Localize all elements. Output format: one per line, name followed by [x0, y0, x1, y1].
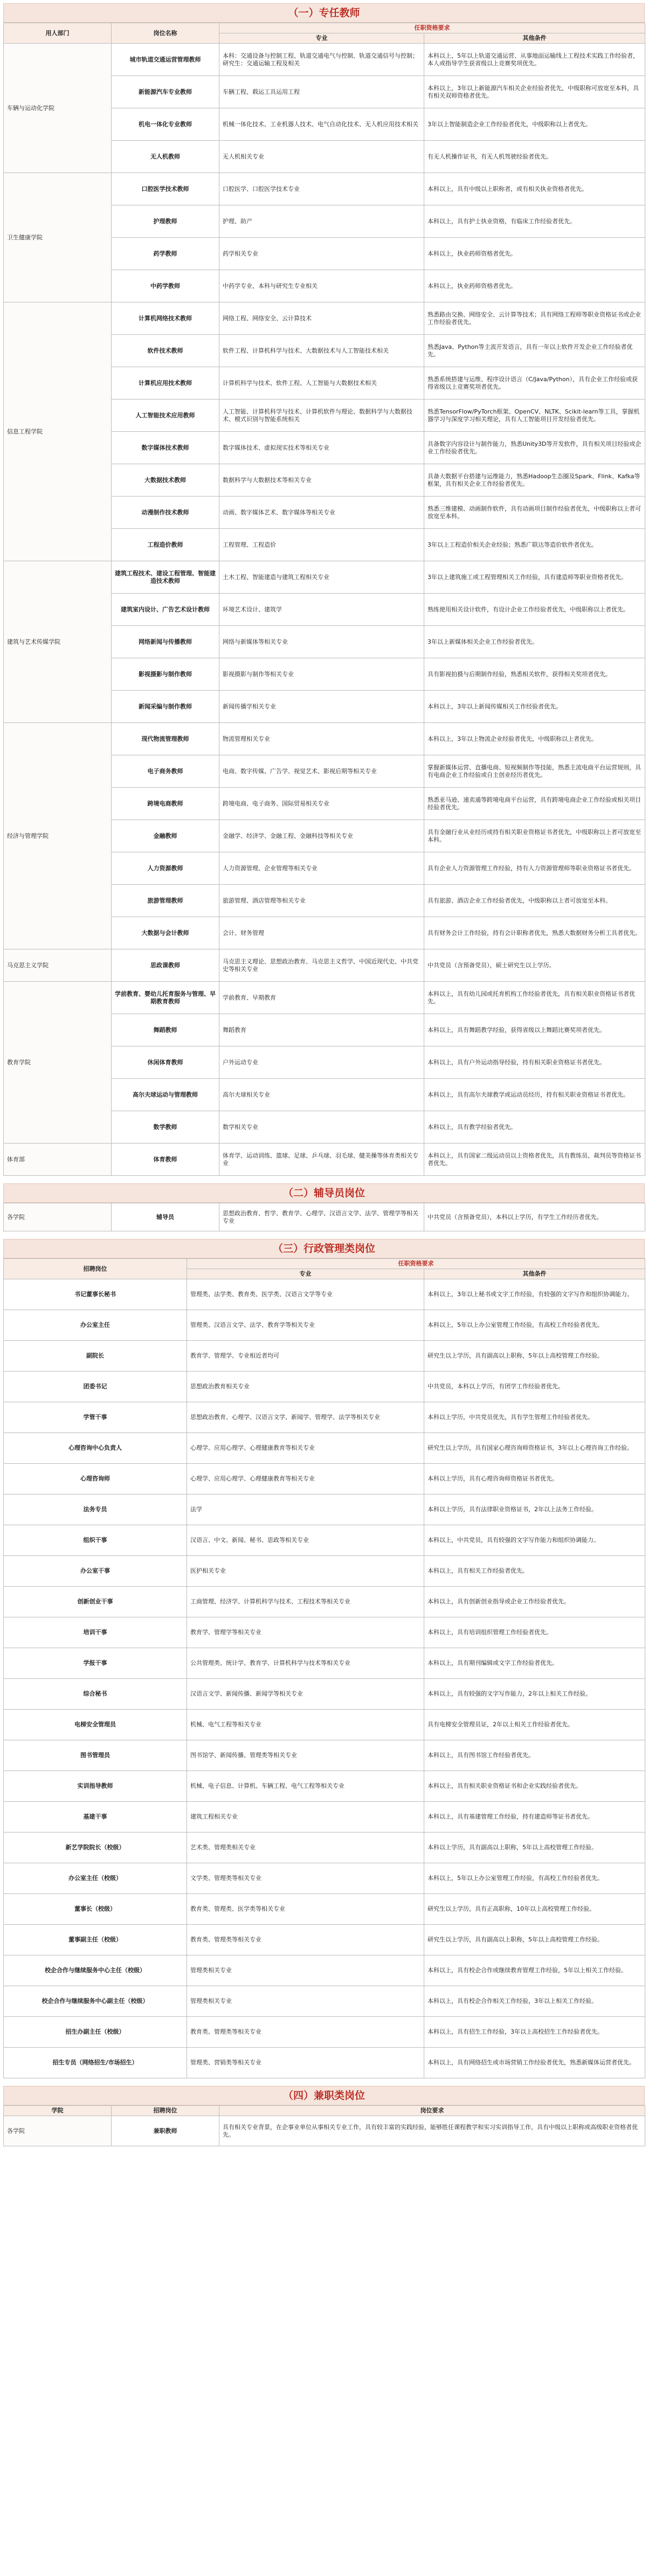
condition-cell: 熟悉路由交换、网络安全、云计算等技术；具有网络工程师等职业资格证书或企业工作经验者优先。 — [424, 302, 645, 335]
section-title-counselor: （二）辅导员岗位 — [3, 1183, 645, 1203]
major-cell: 中药学专业、本科与研究生专业相关 — [219, 270, 424, 302]
major-cell: 数学相关专业 — [219, 1111, 424, 1144]
condition-cell: 本科以上，具有教学经验者优先。 — [424, 1111, 645, 1144]
major-cell: 电商、数字传媒、广告学、视觉艺术、影视后期等相关专业 — [219, 755, 424, 788]
position-cell: 书记董事长秘书 — [4, 1279, 187, 1310]
major-cell: 土木工程、智能建造与建筑工程相关专业 — [219, 561, 424, 594]
major-cell: 艺术类、管理类相关专业 — [187, 1833, 424, 1863]
requirement-cell: 具有相关专业背景，在企事业单位从事相关专业工作，具有较丰富的实践经验，能够胜任课程教学和实习实训指导工作，具有中级以上职称或高级职业资格者优先。 — [219, 2116, 645, 2146]
major-cell: 车辆工程、载运工具运用工程 — [219, 76, 424, 108]
major-cell: 管理类相关专业 — [187, 1986, 424, 2017]
position-cell: 机电一体化专业教师 — [112, 108, 219, 141]
position-cell: 董事副主任（校级） — [4, 1925, 187, 1955]
major-cell: 学前教育、早期教育 — [219, 982, 424, 1014]
major-cell: 网络与新媒体等相关专业 — [219, 626, 424, 658]
major-cell: 教育类、管理类等相关专业 — [187, 1925, 424, 1955]
condition-cell: 本科以上，具有期刊编辑或文字工作经验者优先。 — [424, 1648, 645, 1679]
position-cell: 建筑工程技术、建设工程管理、智能建造技术教师 — [112, 561, 219, 594]
position-cell: 工程造价教师 — [112, 529, 219, 561]
major-cell: 汉语言、中文、新闻、秘书、思政等相关专业 — [187, 1525, 424, 1556]
position-cell: 招生专员（网络招生/市场招生） — [4, 2048, 187, 2078]
major-cell: 旅游管理、酒店管理等相关专业 — [219, 885, 424, 917]
position-cell: 办公室主任 — [4, 1310, 187, 1341]
position-cell: 城市轨道交通运营管理教师 — [112, 44, 219, 76]
position-cell: 学管干事 — [4, 1402, 187, 1433]
condition-cell: 具备大数据平台搭建与运维能力，熟悉Hadoop生态圈及Spark、Flink、Kafka等框架，具有相关企业工作经验者优先。 — [424, 464, 645, 497]
position-cell: 休闲体育教师 — [112, 1046, 219, 1079]
condition-cell: 3年以上工程造价相关企业经验；熟悉广联达等造价软件者优先。 — [424, 529, 645, 561]
dept-cell: 各学院 — [4, 1203, 112, 1231]
section-title-faculty: （一）专任教师 — [3, 3, 645, 23]
position-cell: 人工智能技术应用教师 — [112, 400, 219, 432]
major-cell: 心理学、应用心理学、心理健康教育等相关专业 — [187, 1464, 424, 1494]
major-cell: 数据科学与大数据技术等相关专业 — [219, 464, 424, 497]
table-row — [4, 1833, 645, 1863]
table-row — [4, 1341, 645, 1372]
condition-cell: 有无人机操作证书，有无人机驾驶经验者优先。 — [424, 141, 645, 173]
position-cell: 新能源汽车专业教师 — [112, 76, 219, 108]
table-row — [4, 1679, 645, 1710]
position-cell: 人力资源教师 — [112, 852, 219, 885]
major-cell: 新闻传播学相关专业 — [219, 691, 424, 723]
position-cell: 组织干事 — [4, 1525, 187, 1556]
position-cell: 办公室主任（校级） — [4, 1863, 187, 1894]
table-row — [4, 1310, 645, 1341]
position-cell: 校企合作与继续服务中心主任（校级） — [4, 1955, 187, 1986]
major-cell: 物流管理相关专业 — [219, 723, 424, 755]
major-cell: 教育学、管理学等相关专业 — [187, 1617, 424, 1648]
table-row — [4, 1740, 645, 1771]
condition-cell: 本科以上，中共党员，具有较强的文字写作能力和组织协调能力。 — [424, 1525, 645, 1556]
condition-cell: 本科以上，具有校企合作相关工作经验，3年以上相关工作经验。 — [424, 1986, 645, 2017]
position-cell: 动漫制作技术教师 — [112, 497, 219, 529]
position-cell: 大数据与会计教师 — [112, 917, 219, 949]
condition-cell: 中共党员（含预备党员），硕士研究生以上学历。 — [424, 949, 645, 982]
position-cell: 护理教师 — [112, 205, 219, 238]
counselor-table — [3, 1203, 645, 1231]
major-cell: 无人机相关专业 — [219, 141, 424, 173]
condition-cell: 熟悉Java、Python等主流开发语言，具有一年以上软件开发企业工作经验者优先。 — [424, 335, 645, 367]
parttime-table — [3, 2105, 645, 2146]
position-cell: 舞蹈教师 — [112, 1014, 219, 1046]
major-cell: 人工智能、计算机科学与技术、计算机软件与理论、数据科学与大数据技术、模式识别与智能系统相关 — [219, 400, 424, 432]
condition-cell: 具有电梯安全管理员证，2年以上相关工作经验者优先。 — [424, 1710, 645, 1740]
table-row — [4, 1986, 645, 2017]
major-cell: 文学类、管理类等相关专业 — [187, 1863, 424, 1894]
condition-cell: 熟悉TensorFlow/PyTorch框架、OpenCV、NLTK、Scikit-learn等工具，掌握机器学习与深度学习相关理论，具有人工智能项目开发经验者优先。 — [424, 400, 645, 432]
condition-cell: 本科以上，具有国家二级运动员以上资格者优先，具有教练员、裁判员等资格证书者优先。 — [424, 1144, 645, 1176]
position-cell: 校企合作与继续服务中心副主任（校级） — [4, 1986, 187, 2017]
dept-cell: 卫生健康学院 — [4, 173, 112, 302]
table-row — [4, 949, 645, 982]
table-row — [4, 561, 645, 594]
major-cell: 高尔夫球相关专业 — [219, 1079, 424, 1111]
position-cell: 基建干事 — [4, 1802, 187, 1833]
position-cell: 电子商务教师 — [112, 755, 219, 788]
condition-cell: 研究生以上学历，具有副高以上职称，5年以上高校管理工作经验。 — [424, 1341, 645, 1372]
header-pos: 岗位名称 — [112, 23, 219, 44]
major-cell: 思想政治教育、心理学、汉语言文学、新闻学、管理学、法学等相关专业 — [187, 1402, 424, 1433]
condition-cell: 具有金融行业从业经历或持有相关职业资格证书者优先，中级职称以上者可放宽至本科。 — [424, 820, 645, 852]
table-row — [4, 302, 645, 335]
header-dept: 学院 — [4, 2106, 112, 2116]
position-cell: 兼职教师 — [112, 2116, 219, 2146]
major-cell: 教育类、管理类、医学类等相关专业 — [187, 1894, 424, 1925]
header-major: 专业 — [219, 33, 424, 44]
condition-cell: 3年以上新媒体相关企业工作经验者优先。 — [424, 626, 645, 658]
table-row — [4, 1710, 645, 1740]
table-row — [4, 1925, 645, 1955]
major-cell: 汉语言文学、新闻传播、新闻学等相关专业 — [187, 1679, 424, 1710]
table-row — [4, 1617, 645, 1648]
condition-cell: 熟练使用相关设计软件，有设计企业工作经验者优先，中级职称以上者优先。 — [424, 594, 645, 626]
position-cell: 创新创业干事 — [4, 1587, 187, 1617]
condition-cell: 本科以上学历，具有法律职业资格证书，2年以上法务工作经验。 — [424, 1494, 645, 1525]
position-cell: 图书管理员 — [4, 1740, 187, 1771]
condition-cell: 本科以上，执业药师资格者优先。 — [424, 270, 645, 302]
major-cell: 建筑工程相关专业 — [187, 1802, 424, 1833]
major-cell: 管理类、汉语言文学、法学、教育学等相关专业 — [187, 1310, 424, 1341]
position-cell: 影视摄影与制作教师 — [112, 658, 219, 691]
condition-cell: 本科以上，具有中级以上职称者，或有相关执业资格者优先。 — [424, 173, 645, 205]
header-other: 其他条件 — [424, 1269, 645, 1279]
table-row — [4, 1955, 645, 1986]
condition-cell: 具备数字内容设计与制作能力，熟悉Unity3D等开发软件，具有相关项目经验或企业工作经验者优先。 — [424, 432, 645, 464]
position-cell: 法务专员 — [4, 1494, 187, 1525]
condition-cell: 本科以上，具有相关工作经验者优先。 — [424, 1556, 645, 1587]
condition-cell: 本科以上，具有招生工作经验，3年以上高校招生工作经验者优先。 — [424, 2017, 645, 2048]
position-cell: 新闻采编与制作教师 — [112, 691, 219, 723]
major-cell: 管理类、营销类等相关专业 — [187, 2048, 424, 2078]
header-other: 其他条件 — [424, 33, 645, 44]
condition-cell: 具有旅游、酒店企业工作经验者优先，中级职称以上者可放宽至本科。 — [424, 885, 645, 917]
major-cell: 法学 — [187, 1494, 424, 1525]
position-cell: 药学教师 — [112, 238, 219, 270]
table-row — [4, 1863, 645, 1894]
header-major: 专业 — [187, 1269, 424, 1279]
table-row — [4, 1494, 645, 1525]
major-cell: 管理类相关专业 — [187, 1955, 424, 1986]
table-row — [4, 2017, 645, 2048]
major-cell: 会计、财务管理 — [219, 917, 424, 949]
position-cell: 心理咨询中心负责人 — [4, 1433, 187, 1464]
position-cell: 无人机教师 — [112, 141, 219, 173]
major-cell: 医护相关专业 — [187, 1556, 424, 1587]
table-row — [4, 1372, 645, 1402]
major-cell: 机械、电子信息、计算机、车辆工程、电气工程等相关专业 — [187, 1771, 424, 1802]
condition-cell: 本科以上，5年以上办公室管理工作经验，有高校工作经验者优先。 — [424, 1310, 645, 1341]
major-cell: 思想政治教育相关专业 — [187, 1372, 424, 1402]
position-cell: 建筑室内设计、广告艺术设计教师 — [112, 594, 219, 626]
condition-cell: 本科以上，具有校企合作或继续教育管理工作经验，5年以上相关工作经验。 — [424, 1955, 645, 1986]
table-row — [4, 1771, 645, 1802]
header-requirements: 任职资格要求 — [187, 1259, 645, 1269]
table-row — [4, 1802, 645, 1833]
condition-cell: 本科以上，3年以上物流企业经验者优先，中级职称以上者优先。 — [424, 723, 645, 755]
dept-cell: 信息工程学院 — [4, 302, 112, 561]
condition-cell: 本科以上，执业药师资格者优先。 — [424, 238, 645, 270]
header-requirements: 任职资格要求 — [219, 23, 645, 33]
position-cell: 数学教师 — [112, 1111, 219, 1144]
major-cell: 环境艺术设计、建筑学 — [219, 594, 424, 626]
position-cell: 现代物流管理教师 — [112, 723, 219, 755]
position-cell: 网络新闻与传播教师 — [112, 626, 219, 658]
major-cell: 公共管理类、统计学、教育学、计算机科学与技术等相关专业 — [187, 1648, 424, 1679]
table-row — [4, 173, 645, 205]
header-requirements: 岗位要求 — [219, 2106, 645, 2116]
condition-cell: 3年以上智能制造企业工作经验者优先，中级职称以上者优先。 — [424, 108, 645, 141]
condition-cell: 本科以上，5年以上轨道交通运营、从事地面运输线上工程技术实践工作经验者，本人或指导学生获省级以上竞赛奖项优先。 — [424, 44, 645, 76]
position-cell: 数字媒体技术教师 — [112, 432, 219, 464]
admin-table — [3, 1258, 645, 2078]
major-cell: 人力资源管理、企业管理等相关专业 — [219, 852, 424, 885]
position-cell: 思政课教师 — [112, 949, 219, 982]
condition-cell: 本科以上学历，具有心理咨询师资格证书者优先。 — [424, 1464, 645, 1494]
dept-cell: 马克思主义学院 — [4, 949, 112, 982]
condition-cell: 本科以上，具有培训组织管理工作经验者优先。 — [424, 1617, 645, 1648]
section-title-admin: （三）行政管理类岗位 — [3, 1239, 645, 1258]
position-cell: 大数据技术教师 — [112, 464, 219, 497]
condition-cell: 本科以上，具有图书馆工作经验者优先。 — [424, 1740, 645, 1771]
header-pos: 招聘岗位 — [112, 2106, 219, 2116]
position-cell: 中药学教师 — [112, 270, 219, 302]
condition-cell: 本科以上，具有相关职业资格证书和企业实践经验者优先。 — [424, 1771, 645, 1802]
position-cell: 高尔夫球运动与管理教师 — [112, 1079, 219, 1111]
major-cell: 思想政治教育、哲学、教育学、心理学、汉语言文学、法学、管理学等相关专业 — [219, 1203, 424, 1231]
header-pos: 招聘岗位 — [4, 1259, 187, 1279]
condition-cell: 本科以上，具有网络招生或市场营销工作经验者优先，熟悉新媒体运营者优先。 — [424, 2048, 645, 2078]
position-cell: 软件技术教师 — [112, 335, 219, 367]
condition-cell: 本科以上，3年以上新闻传媒相关工作经验者优先。 — [424, 691, 645, 723]
major-cell: 图书馆学、新闻传播、管理类等相关专业 — [187, 1740, 424, 1771]
major-cell: 本科：交通设备与控制工程、轨道交通电气与控制、轨道交通信号与控制；研究生：交通运输工程及相关 — [219, 44, 424, 76]
major-cell: 工商管理、经济学、计算机科学与技术、工程技术等相关专业 — [187, 1587, 424, 1617]
position-cell: 金融教师 — [112, 820, 219, 852]
condition-cell: 本科以上，具有创新创业指导或企业工作经验者优先。 — [424, 1587, 645, 1617]
position-cell: 辅导员 — [112, 1203, 219, 1231]
major-cell: 教育学、管理学、专业相近者均可 — [187, 1341, 424, 1372]
table-row — [4, 723, 645, 755]
position-cell: 计算机应用技术教师 — [112, 367, 219, 400]
major-cell: 机械、电气工程等相关专业 — [187, 1710, 424, 1740]
major-cell: 马克思主义理论、思想政治教育、马克思主义哲学、中国近现代史、中共党史等相关专业 — [219, 949, 424, 982]
major-cell: 教育类、管理类等相关专业 — [187, 2017, 424, 2048]
table-row — [4, 44, 645, 76]
position-cell: 副院长 — [4, 1341, 187, 1372]
condition-cell: 本科以上，5年以上办公室管理工作经验，有高校工作经验者优先。 — [424, 1863, 645, 1894]
condition-cell: 研究生以上学历，具有国家心理咨询师资格证书，3年以上心理咨询工作经验。 — [424, 1433, 645, 1464]
major-cell: 口腔医学、口腔医学技术专业 — [219, 173, 424, 205]
position-cell: 计算机网络技术教师 — [112, 302, 219, 335]
table-row — [4, 2048, 645, 2078]
table-row — [4, 1203, 645, 1231]
condition-cell: 本科以上，具有幼儿园或托育机构工作经验者优先，具有相关职业资格证书者优先。 — [424, 982, 645, 1014]
condition-cell: 本科以上，具有高尔夫球教学或运动员经历，持有相关职业资格证书者优先。 — [424, 1079, 645, 1111]
major-cell: 管理类、法学类、教育类、医学类、汉语言文学等专业 — [187, 1279, 424, 1310]
dept-cell: 车辆与运动化学院 — [4, 44, 112, 173]
position-cell: 旅游管理教师 — [112, 885, 219, 917]
table-row — [4, 1648, 645, 1679]
major-cell: 体育学、运动训练、篮球、足球、乒乓球、羽毛球、健美操等体育类相关专业 — [219, 1144, 424, 1176]
major-cell: 药学相关专业 — [219, 238, 424, 270]
position-cell: 学报干事 — [4, 1648, 187, 1679]
major-cell: 心理学、应用心理学、心理健康教育等相关专业 — [187, 1433, 424, 1464]
dept-cell: 经济与管理学院 — [4, 723, 112, 949]
condition-cell: 本科以上，3年以上秘书或文字工作经验，有较强的文字写作和组织协调能力。 — [424, 1279, 645, 1310]
condition-cell: 研究生以上学历，具有正高职称，10年以上高校管理工作经验。 — [424, 1894, 645, 1925]
position-cell: 口腔医学技术教师 — [112, 173, 219, 205]
condition-cell: 3年以上建筑施工或工程管理相关工作经验，具有建造师等职业资格者优先。 — [424, 561, 645, 594]
table-row — [4, 1433, 645, 1464]
dept-cell: 体育部 — [4, 1144, 112, 1176]
condition-cell: 本科以上，具有舞蹈教学经验，获得省级以上舞蹈比赛奖项者优先。 — [424, 1014, 645, 1046]
major-cell: 数字媒体技术、虚拟现实技术等相关专业 — [219, 432, 424, 464]
major-cell: 跨境电商、电子商务、国际贸易相关专业 — [219, 788, 424, 820]
condition-cell: 掌握新媒体运营、直播电商、短视频制作等技能，熟悉主流电商平台运营规则，具有电商企业工作经验或自主创业经历者优先。 — [424, 755, 645, 788]
dept-cell: 建筑与艺术传媒学院 — [4, 561, 112, 723]
position-cell: 培训干事 — [4, 1617, 187, 1648]
section-title-parttime: （四）兼职类岗位 — [3, 2086, 645, 2105]
condition-cell: 熟悉三维建模、动画制作软件，具有动画项目制作经验者优先，中级职称以上者可放宽至本科。 — [424, 497, 645, 529]
dept-cell: 各学院 — [4, 2116, 112, 2146]
condition-cell: 本科以上学历，中共党员优先，具有学生管理工作经验者优先。 — [424, 1402, 645, 1433]
condition-cell: 本科以上，具有护士执业资格，有临床工作经验者优先。 — [424, 205, 645, 238]
condition-cell: 本科以上学历，具有副高以上职称，5年以上高校管理工作经验。 — [424, 1833, 645, 1863]
table-row — [4, 1279, 645, 1310]
major-cell: 机械一体化技术、工业机器人技术、电气自动化技术、无人机应用技术相关 — [219, 108, 424, 141]
major-cell: 软件工程、计算机科学与技术、大数据技术与人工智能技术相关 — [219, 335, 424, 367]
table-row — [4, 1587, 645, 1617]
position-cell: 实训指导教师 — [4, 1771, 187, 1802]
condition-cell: 熟悉系统搭建与运维、程序设计语言（C/Java/Python），具有企业工作经验或获得省级以上竞赛奖项者优先。 — [424, 367, 645, 400]
position-cell: 体育教师 — [112, 1144, 219, 1176]
position-cell: 综合秘书 — [4, 1679, 187, 1710]
table-row — [4, 1894, 645, 1925]
major-cell: 护理、助产 — [219, 205, 424, 238]
table-row — [4, 1556, 645, 1587]
position-cell: 学前教育、婴幼儿托育服务与管理、早期教育教师 — [112, 982, 219, 1014]
position-cell: 电梯安全管理员 — [4, 1710, 187, 1740]
major-cell: 影视摄影与制作等相关专业 — [219, 658, 424, 691]
position-cell: 办公室干事 — [4, 1556, 187, 1587]
major-cell: 计算机科学与技术、软件工程、人工智能与大数据技术相关 — [219, 367, 424, 400]
condition-cell: 具有企业人力资源管理工作经验，持有人力资源管理师等职业资格证书者优先。 — [424, 852, 645, 885]
table-row — [4, 982, 645, 1014]
condition-cell: 本科以上，具有较强的文字写作能力，2年以上相关工作经验。 — [424, 1679, 645, 1710]
major-cell: 网络工程、网络安全、云计算技术 — [219, 302, 424, 335]
table-row — [4, 1402, 645, 1433]
major-cell: 动画、数字媒体艺术、数字媒体等相关专业 — [219, 497, 424, 529]
major-cell: 舞蹈教育 — [219, 1014, 424, 1046]
condition-cell: 中共党员（含预备党员），本科以上学历，有学生工作经历者优先。 — [424, 1203, 645, 1231]
condition-cell: 具有影视拍摄与后期制作经验，熟悉相关软件，获得相关奖项者优先。 — [424, 658, 645, 691]
header-dept: 用人部门 — [4, 23, 112, 44]
table-row — [4, 1525, 645, 1556]
condition-cell: 本科以上，具有基建管理工作经验，持有建造师等证书者优先。 — [424, 1802, 645, 1833]
position-cell: 心理咨询师 — [4, 1464, 187, 1494]
condition-cell: 本科以上，3年以上新能源汽车相关企业经验者优先，中级职称可放宽至本科，具有相关双师资格者优先。 — [424, 76, 645, 108]
major-cell: 户外运动专业 — [219, 1046, 424, 1079]
faculty-table — [3, 23, 645, 1176]
dept-cell: 教育学院 — [4, 982, 112, 1144]
position-cell: 招生办副主任（校级） — [4, 2017, 187, 2048]
condition-cell: 熟悉亚马逊、速卖通等跨境电商平台运营，具有跨境电商企业工作经验或相关项目经验者优先。 — [424, 788, 645, 820]
condition-cell: 本科以上，具有户外运动指导经验，持有相关职业资格证书者优先。 — [424, 1046, 645, 1079]
condition-cell: 中共党员，本科以上学历，有团学工作经验者优先。 — [424, 1372, 645, 1402]
table-row — [4, 1144, 645, 1176]
major-cell: 金融学、经济学、金融工程、金融科技等相关专业 — [219, 820, 424, 852]
table-row — [4, 1464, 645, 1494]
major-cell: 工程管理、工程造价 — [219, 529, 424, 561]
condition-cell: 研究生以上学历，具有副高以上职称，5年以上高校管理工作经验。 — [424, 1925, 645, 1955]
condition-cell: 具有财务会计工作经验，持有会计职称者优先，熟悉大数据财务分析工具者优先。 — [424, 917, 645, 949]
position-cell: 跨境电商教师 — [112, 788, 219, 820]
table-row — [4, 2116, 645, 2146]
position-cell: 董事长（校级） — [4, 1894, 187, 1925]
position-cell: 新艺学院院长（校级） — [4, 1833, 187, 1863]
position-cell: 团委书记 — [4, 1372, 187, 1402]
